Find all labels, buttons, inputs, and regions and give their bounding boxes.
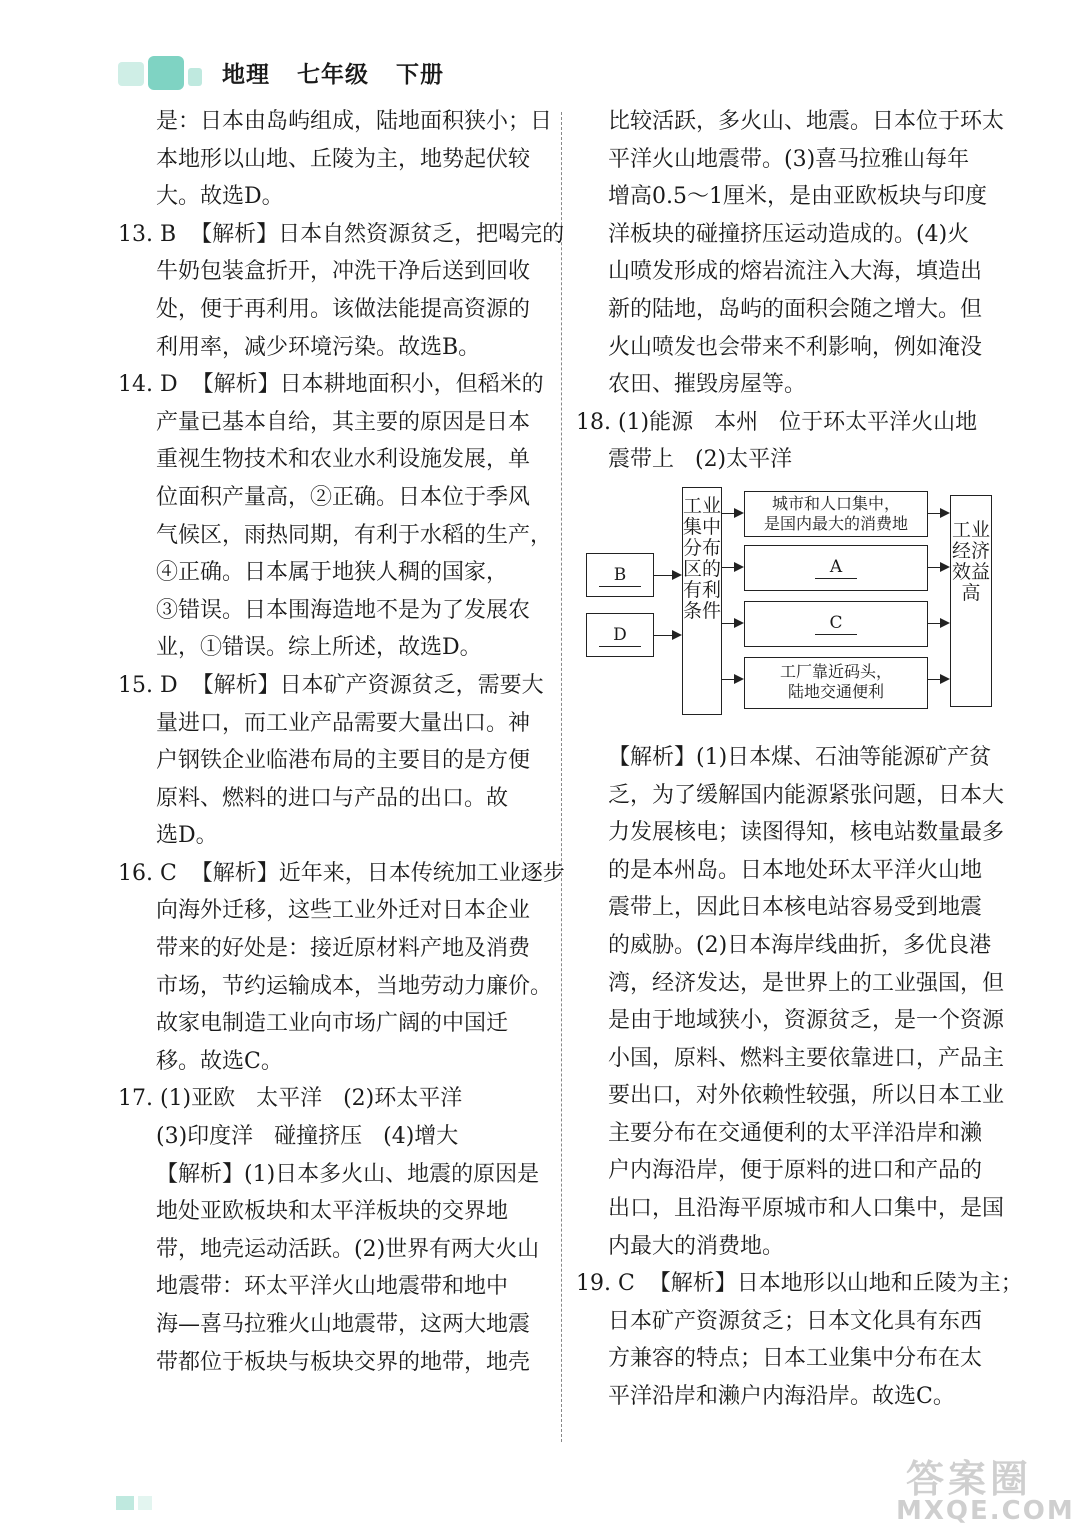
text-line: 向海外迁移，这些工业外迁对日本企业 bbox=[156, 898, 531, 924]
result-label: 工业经济效益高 bbox=[951, 518, 990, 604]
text-line: 内最大的消费地。 bbox=[608, 1233, 785, 1259]
arrow-3 bbox=[722, 623, 742, 624]
text-line: 户内海沿岸，便于原料的进口和产品的 bbox=[608, 1158, 983, 1184]
right-column bbox=[576, 103, 1023, 1416]
condition-box-c bbox=[744, 601, 928, 647]
text-line: 重视生物技术和农业水利设施发展，单 bbox=[156, 447, 531, 473]
watermark-url: MXQE.COM bbox=[896, 1496, 1075, 1526]
arrow-d bbox=[654, 635, 680, 636]
text-line: 户钢铁企业临港布局的主要目的是方便 bbox=[156, 748, 531, 774]
arrow-4 bbox=[722, 679, 742, 680]
text-line: 的威胁。(2)日本海岸线曲折，多优良港 bbox=[608, 932, 992, 958]
text-line: 火山喷发也会带来不利影响，例如淹没 bbox=[608, 334, 983, 360]
arrow-5 bbox=[928, 513, 948, 514]
text-line: 的是本州岛。日本地处环太平洋火山地 bbox=[608, 857, 983, 883]
blank-d: D bbox=[599, 624, 641, 647]
text-line: 要出口，对外依赖性较强，所以日本工业 bbox=[608, 1083, 1005, 1109]
input-box-b bbox=[586, 553, 654, 597]
header-title: 地理 七年级 下册 bbox=[222, 61, 445, 88]
text-line: 出口，且沿海平原城市和人口集中，是国 bbox=[608, 1196, 1005, 1222]
text-line: 带都位于板块与板块交界的地带，地壳 bbox=[156, 1349, 531, 1375]
arrow-2 bbox=[722, 567, 742, 568]
question-14: 14. D 【解析】日本耕地面积小，但稻米的 bbox=[118, 372, 544, 398]
arrow-b bbox=[654, 575, 680, 576]
condition-4-line2: 陆地交通便利 bbox=[787, 681, 884, 701]
text-line: 【解析】(1)日本多火山、地震的原因是 bbox=[156, 1161, 540, 1187]
text-line: 【解析】(1)日本煤、石油等能源矿产贫 bbox=[608, 744, 992, 770]
column-divider bbox=[561, 112, 562, 1442]
blank-c: C bbox=[815, 612, 857, 635]
condition-box-1 bbox=[744, 491, 928, 537]
text-line: 比较活跃，多火山、地震。日本位于环太 bbox=[608, 109, 1005, 134]
left-column bbox=[118, 103, 565, 1381]
header-logo bbox=[118, 54, 206, 90]
text-line: 位面积产量高，②正确。日本位于季风 bbox=[156, 484, 531, 510]
condition-1-line1: 城市和人口集中， bbox=[771, 493, 900, 513]
text-line: 是由于地域狭小，资源贫乏，是一个资源 bbox=[608, 1008, 1005, 1034]
text-line: 平洋火山地震带。(3)喜马拉雅山每年 bbox=[608, 146, 970, 172]
text-line: 山喷发形成的熔岩流注入大海，填造出 bbox=[608, 259, 983, 285]
condition-1-line2: 是国内最大的消费地 bbox=[763, 513, 908, 533]
text-line: 主要分布在交通便利的太平洋沿岸和濑 bbox=[608, 1120, 983, 1146]
text-line: 选D。 bbox=[156, 823, 218, 849]
industry-flow-diagram bbox=[576, 483, 1004, 733]
text-line: 平洋沿岸和濑户内海沿岸。故选C。 bbox=[608, 1384, 955, 1410]
question-15: 15. D 【解析】日本矿产资源贫乏，需要大 bbox=[118, 672, 544, 698]
text-line: 本地形以山地、丘陵为主，地势起伏较 bbox=[156, 146, 531, 172]
text-line: 地震带：环太平洋火山地震带和地中 bbox=[156, 1274, 509, 1300]
text-line: 海—喜马拉雅火山地震带，这两大地震 bbox=[156, 1312, 531, 1337]
question-16: 16. C 【解析】近年来，日本传统加工业逐步 bbox=[118, 860, 565, 886]
blank-a: A bbox=[815, 556, 857, 579]
condition-box-a bbox=[744, 545, 928, 591]
condition-box-4 bbox=[744, 657, 928, 709]
watermark-text: 答案圈 bbox=[906, 1456, 1033, 1501]
watermark-logo bbox=[876, 1448, 1075, 1530]
page-header bbox=[0, 46, 600, 98]
text-line: 湾，经济发达，是世界上的工业强国，但 bbox=[608, 970, 1005, 996]
text-line: 带来的好处是：接近原材料产地及消费 bbox=[156, 936, 531, 962]
text-line: 震带上 (2)太平洋 bbox=[608, 447, 793, 473]
text-line: 大。故选D。 bbox=[156, 184, 284, 210]
question-13: 13. B 【解析】日本自然资源贫乏，把喝完的 bbox=[118, 221, 565, 247]
text-line: 市场，节约运输成本，当地劳动力廉价。 bbox=[156, 973, 553, 999]
text-line: 乏，为了缓解国内能源紧张问题，日本大 bbox=[608, 782, 1005, 808]
text-line: 小国，原料、燃料主要依靠进口，产品主 bbox=[608, 1045, 1005, 1071]
text-line: 是：日本由岛屿组成，陆地面积狭小；日 bbox=[156, 109, 553, 134]
condition-4-line1: 工厂靠近码头， bbox=[779, 661, 892, 681]
arrow-6 bbox=[928, 567, 948, 568]
text-line: 利用率，减少环境污染。故选B。 bbox=[156, 334, 481, 360]
center-condition-label: 工业集中分布区的有利条件 bbox=[683, 494, 722, 622]
result-box bbox=[950, 495, 992, 707]
text-line: 震带上，因此日本核电站容易受到地震 bbox=[608, 895, 983, 921]
question-19: 19. C 【解析】日本地形以山地和丘陵为主； bbox=[576, 1271, 1023, 1297]
text-line: 方兼容的特点；日本工业集中分布在太 bbox=[608, 1346, 983, 1372]
text-line: 故家电制造工业向市场广阔的中国迁 bbox=[156, 1011, 509, 1037]
arrow-1 bbox=[722, 513, 742, 514]
text-line: 农田、摧毁房屋等。 bbox=[608, 372, 807, 398]
text-line: 处，便于再利用。该做法能提高资源的 bbox=[156, 296, 531, 322]
page-footer-mark bbox=[116, 1492, 162, 1512]
text-line: 日本矿产资源贫乏；日本文化具有东西 bbox=[608, 1308, 983, 1334]
input-box-d bbox=[586, 613, 654, 657]
blank-b: B bbox=[599, 564, 641, 587]
text-line: 洋板块的碰撞挤压运动造成的。(4)火 bbox=[608, 221, 970, 247]
text-line: 原料、燃料的进口与产品的出口。故 bbox=[156, 785, 509, 811]
text-line: ③错误。日本围海造地不是为了发展农 bbox=[156, 597, 531, 623]
center-condition-box bbox=[682, 487, 722, 715]
question-17: 17. (1)亚欧 太平洋 (2)环太平洋 bbox=[118, 1086, 463, 1112]
text-line: 牛奶包装盒折开，冲洗干净后送到回收 bbox=[156, 259, 531, 285]
text-line: (3)印度洋 碰撞挤压 (4)增大 bbox=[156, 1124, 459, 1150]
question-18: 18. (1)能源 本州 位于环太平洋火山地 bbox=[576, 409, 978, 435]
text-line: 业，①错误。综上所述，故选D。 bbox=[156, 635, 482, 661]
text-line: 移。故选C。 bbox=[156, 1048, 283, 1074]
text-line: 带，地壳运动活跃。(2)世界有两大火山 bbox=[156, 1236, 540, 1262]
text-line: 气候区，雨热同期，有利于水稻的生产， bbox=[156, 522, 553, 548]
text-line: 量进口，而工业产品需要大量出口。神 bbox=[156, 710, 531, 736]
text-line: 增高0.5～1厘米，是由亚欧板块与印度 bbox=[608, 184, 987, 210]
text-line: 地处亚欧板块和太平洋板块的交界地 bbox=[156, 1199, 509, 1225]
arrow-8 bbox=[928, 679, 948, 680]
text-line: 力发展核电；读图得知，核电站数量最多 bbox=[608, 820, 1005, 846]
text-line: 产量已基本自给，其主要的原因是日本 bbox=[156, 409, 531, 435]
arrow-7 bbox=[928, 623, 948, 624]
text-line: ④正确。日本属于地狭人稠的国家， bbox=[156, 560, 509, 586]
text-line: 新的陆地，岛屿的面积会随之增大。但 bbox=[608, 296, 983, 322]
